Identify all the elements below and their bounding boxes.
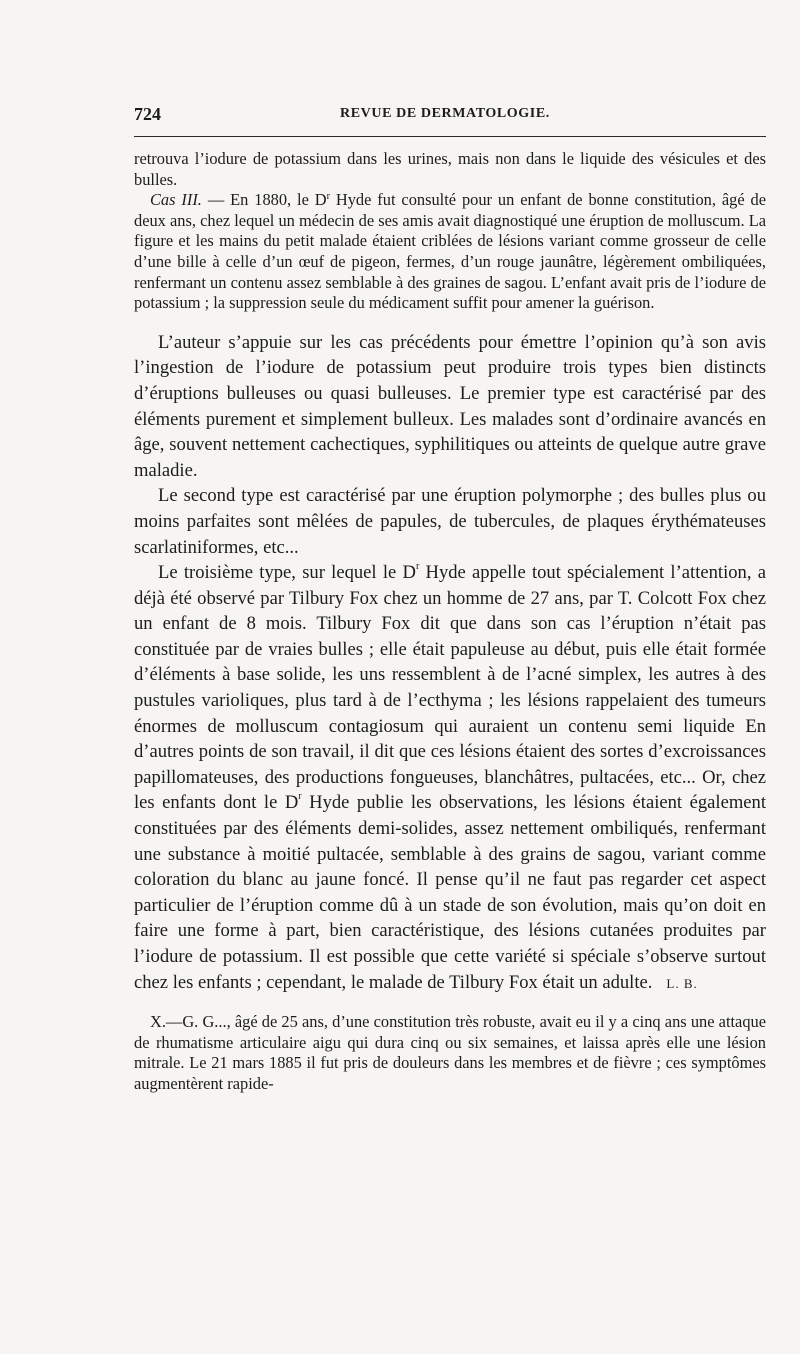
running-title: REVUE DE DERMATOLOGIE. (340, 106, 550, 121)
discussion-section (134, 330, 766, 996)
discussion-paragraph-3 (134, 560, 766, 996)
paragraph-3-sup-2: r (298, 791, 302, 803)
page (134, 96, 766, 1095)
discussion-paragraph-2: Le second type est caractérisé par une éruption polymorphe ; des bulles plus ou moins parfaites sont mêlées de papules, de tubercules, de plaques érythémateuses scarlatiniformes, etc... (134, 485, 766, 558)
case-3-paragraph (134, 190, 766, 314)
case-3-text-b: Hyde fut consulté pour un enfant de bonne constitution, âgé de deux ans, chez lequel un médecin de ses amis avait diagnostiqué une éruption de molluscum. La figure et les mains du petit malade étaient criblées de lésions variant comme grosseur de celle d’une bille à celle d’un œuf de pigeon, fermes, d’un rouge jaunâtre, légèrement ombiliquées, renfermant un contenu assez semblable à des graines de sagou. L’enfant avait pris de l’iodure de potassium ; la suppression seule du médicament suffit pour amener la guérison. (134, 190, 766, 313)
case-3-label: Cas III. (150, 190, 202, 210)
case-3-section (134, 149, 766, 314)
case-3-sup: r (326, 191, 330, 203)
header-rule (134, 136, 766, 137)
case-10-paragraph: X.—G. G..., âgé de 25 ans, d’une constitution très robuste, avait eu il y a cinq ans une attaque de rhumatisme articulaire aigu qui dura cinq ou six semaines, et laissa après elle une lésion mitrale. Le 21 mars 1885 il fut pris de douleurs dans les membres et de fièvre ; ces symptômes augmentèrent rapide- (134, 1012, 766, 1093)
author-signature: L. B. (666, 975, 698, 991)
page-header (134, 96, 766, 136)
paragraph-3-text-a: Le troisième type, sur lequel le D (158, 562, 416, 584)
page-number: 724 (134, 104, 161, 124)
case-3-text-a: — En 1880, le D (201, 190, 327, 210)
discussion-paragraph-1: L’auteur s’appuie sur les cas précédents pour émettre l’opinion qu’à son avis l’ingestion de l’iodure de potassium peut produire trois types bien distincts d’éruptions bulleuses ou quasi bulleuses. Le premier type est caractérisé par des éléments purement et simplement bulleux. Les malades sont d’ordinaire avancés en âge, souvent nettement cachectiques, syphilitiques ou atteints de quelque autre grave maladie. (134, 331, 766, 481)
paragraph-3-sup-1: r (415, 561, 420, 573)
case-10-section (134, 1012, 766, 1094)
paragraph-3-text-c: Hyde publie les observations, les lésions étaient également constituées par des éléments demi-solides, assez nettement ombiliqués, renfermant une substance à moitié pultacée, semblable à des grains de sagou, variant comme coloration du blanc au jaune foncé. Il pense qu’il ne faut pas regarder cet aspect particulier de l’éruption comme dû à un stade de son évolution, mais qu’on doit en faire une forme à part, bien caractéristique, des lésions cutanées produites par l’iodure de potassium. Il est possible que cette variété si spéciale s’observe surtout chez les enfants ; cependant, le malade de Tilbury Fox était un adulte. (134, 792, 766, 993)
paragraph-3-text-b: Hyde appelle tout spécialement l’attention, a déjà été observé par Tilbury Fox chez un homme de 27 ans, par T. Colcott Fox chez un enfant de 8 mois. Tilbury Fox dit que dans son cas l’éruption n’était pas constituée par de vraies bulles ; elle était papuleuse au début, puis elle était formée d’éléments à base solide, les uns ressemblent à de l’acné simplex, les autres à des pustules varioliques, plus tard à de l’ecthyma ; les lésions rappelaient des tumeurs énormes de molluscum contagiosum qui auraient un contenu semi liquide En d’autres points de son travail, il dit que ces lésions étaient des sortes d’excroissances papillomateuses, des productions fongueuses, blanchâtres, pultacées, etc... Or, chez les enfants dont le D (134, 562, 766, 814)
case-2-continuation: retrouva l’iodure de potassium dans les urines, mais non dans le liquide des vésicules et des bulles. (134, 149, 766, 189)
